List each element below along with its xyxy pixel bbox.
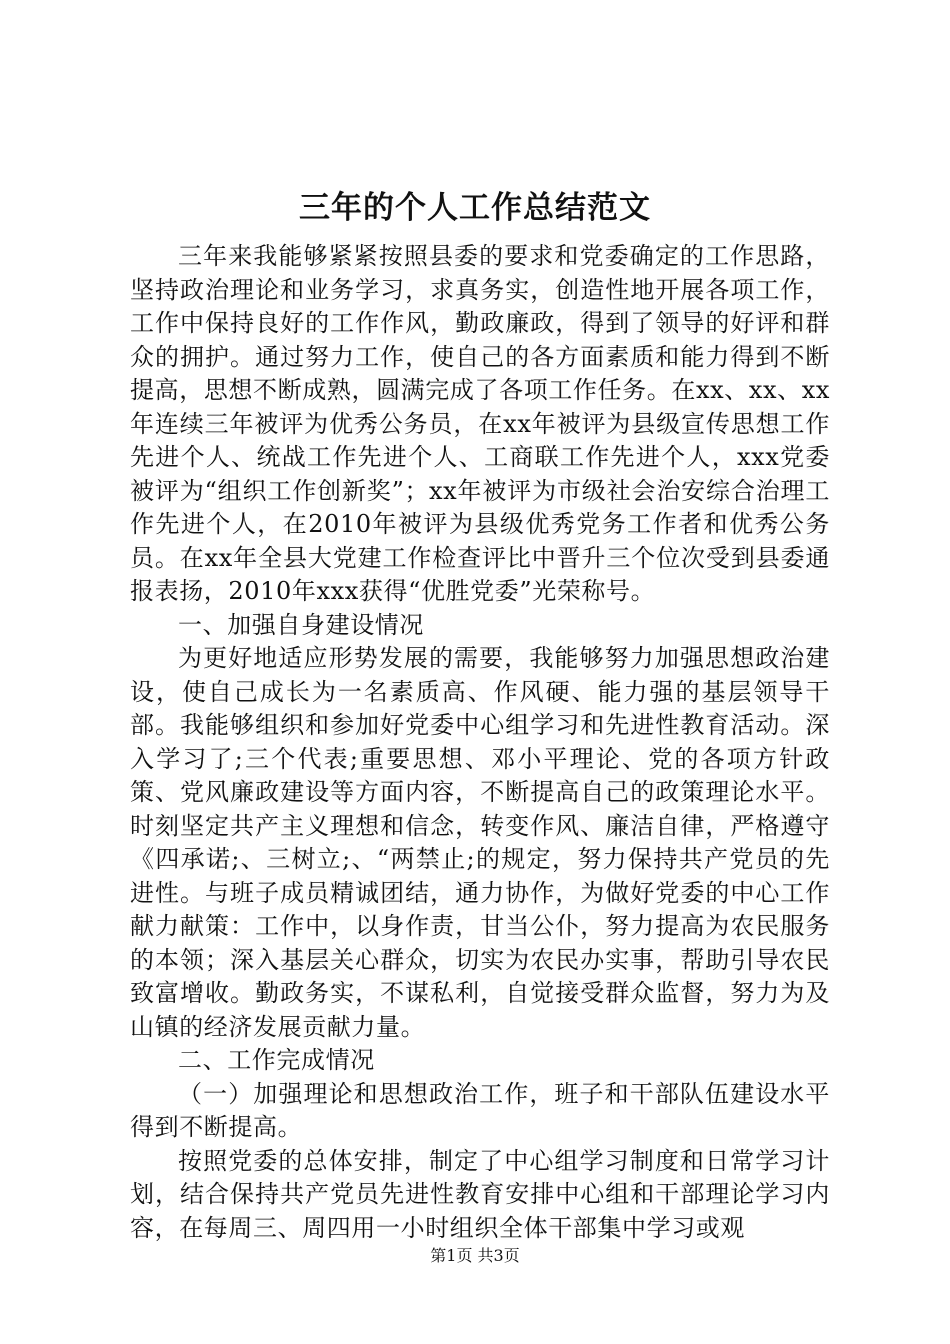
document-title: 三年的个人工作总结范文 bbox=[299, 190, 651, 226]
subsection-heading-1: （一）加强理论和思想政治工作，班子和干部队伍建设水平得到不断提高。 bbox=[130, 1079, 830, 1141]
section-heading-1: 一、加强自身建设情况 bbox=[178, 610, 424, 639]
paragraph-intro: 三年来我能够紧紧按照县委的要求和党委确定的工作思路，坚持政治理论和业务学习，求真务实，创造性地开展各项工作，工作中保持良好的工作作风，勤政廉政，得到了领导的好评和群众的拥护。通过努力工作，使自己的各方面素质和能力得到不断提高，思想不断成熟，圆满完成了各项工作任务。在xx、xx、xx年连续三年被评为优秀公务员，在xx年被评为县级宣传思想工作先进个人、统战工作先进个人、工商联工作先进个人，xxx党委被评为“组织工作创新奖”；xx年被评为市级社会治安综合治理工作先进个人，在2010年被评为县级优秀党务工作者和优秀公务员。在xx年全县大党建工作检查评比中晋升三个位次受到县委通报表扬，2010年xxx获得“优胜党委”光荣称号。 bbox=[130, 242, 830, 605]
paragraph-study-plan: 按照党委的总体安排，制定了中心组学习制度和日常学习计划，结合保持共产党员先进性教育安排中心组和干部理论学习内容，在每周三、周四用一小时组织全体干部集中学习或观 bbox=[130, 1146, 830, 1242]
paragraph-self-building: 为更好地适应形势发展的需要，我能够努力加强思想政治建设，使自己成长为一名素质高、作风硬、能力强的基层领导干部。我能够组织和参加好党委中心组学习和先进性教育活动。深入学习了;三个代表;重要思想、邓小平理论、党的各项方针政策、党风廉政建设等方面内容，不断提高自己的政策理论水平。时刻坚定共产主义理想和信念，转变作风、廉洁自律，严格遵守《四承诺;、三树立;、“两禁止;的规定，努力保持共产党员的先进性。与班子成员精诚团结，通力协作，为做好党委的中心工作献力献策：工作中，以身作责，甘当公仆，努力提高为农民服务的本领；深入基层关心群众，切实为农民办实事，帮助引导农民致富增收。勤政务实，不谋私利，自觉接受群众监督，努力为及山镇的经济发展贡献力量。 bbox=[130, 644, 830, 1041]
document-body bbox=[130, 240, 830, 1245]
page-footer: 第1页 共3页 bbox=[430, 1246, 520, 1265]
section-heading-2: 二、工作完成情况 bbox=[178, 1046, 375, 1074]
